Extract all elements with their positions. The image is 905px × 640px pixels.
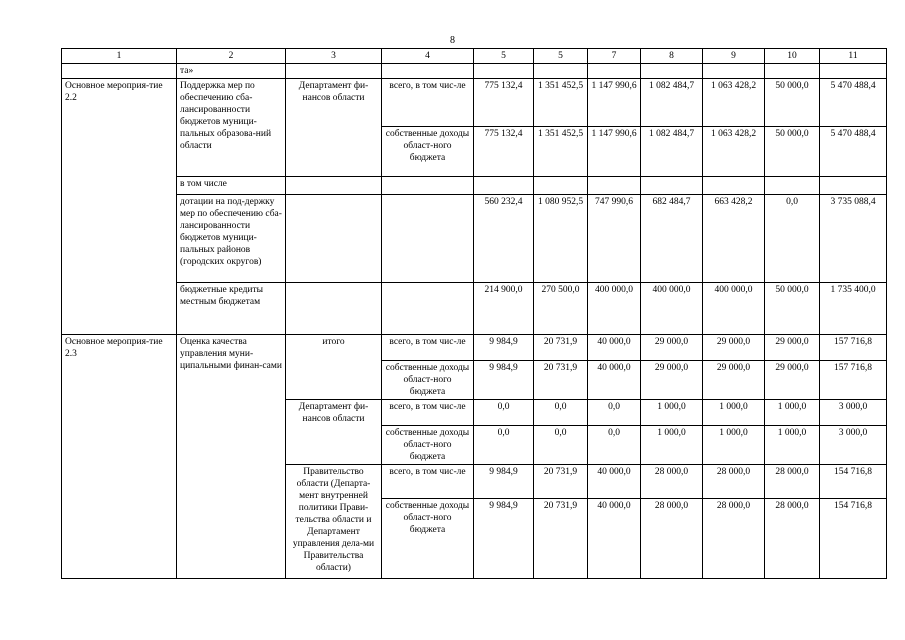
value-cell: 29 000,0 [703, 335, 765, 361]
value-cell: 29 000,0 [765, 335, 820, 361]
column-header: 5 [474, 49, 534, 64]
measure-description: Оценка качества управления муни-ципальными финан-сами [177, 335, 286, 579]
funding-source: собственные доходы област-ного бюджета [382, 127, 474, 177]
value-cell: 1 351 452,5 [534, 127, 588, 177]
responsible: Департамент фи-нансов области [286, 400, 382, 465]
value-cell: 9 984,9 [474, 465, 534, 499]
value-cell: 9 984,9 [474, 499, 534, 579]
value-cell: 20 731,9 [534, 465, 588, 499]
value-cell: 1 351 452,5 [534, 79, 588, 127]
value-cell: 157 716,8 [820, 361, 887, 400]
measure-description: Поддержка мер по обеспечению сба-лансированности бюджетов муници-пальных образова-ний области [177, 79, 286, 177]
value-cell: 1 000,0 [641, 400, 703, 426]
value-cell: 40 000,0 [588, 361, 641, 400]
value-cell: 50 000,0 [765, 79, 820, 127]
value-cell: 747 990,6 [588, 195, 641, 283]
table-row [62, 335, 887, 361]
budget-table [61, 48, 887, 579]
value-cell: 400 000,0 [641, 283, 703, 335]
value-cell: 775 132,4 [474, 127, 534, 177]
value-cell: 0,0 [588, 426, 641, 465]
value-cell: 1 000,0 [703, 426, 765, 465]
column-header: 8 [641, 49, 703, 64]
value-cell: 0,0 [474, 426, 534, 465]
measure-title: Основное мероприя-тие 2.2 [62, 79, 177, 335]
value-cell: 1 000,0 [641, 426, 703, 465]
value-cell: 29 000,0 [765, 361, 820, 400]
column-header: 11 [820, 49, 887, 64]
value-cell: 1 000,0 [765, 400, 820, 426]
table-row [62, 177, 887, 195]
value-cell: 3 000,0 [820, 400, 887, 426]
funding-source: всего, в том чис-ле [382, 335, 474, 361]
value-cell: 28 000,0 [641, 499, 703, 579]
value-cell: 0,0 [765, 195, 820, 283]
value-cell: 1 063 428,2 [703, 79, 765, 127]
value-cell: 0,0 [534, 426, 588, 465]
table-row [62, 79, 887, 127]
value-cell: 28 000,0 [703, 499, 765, 579]
table-row [62, 283, 887, 335]
value-cell: 28 000,0 [765, 499, 820, 579]
value-cell: 40 000,0 [588, 465, 641, 499]
column-header: 2 [177, 49, 286, 64]
column-header: 3 [286, 49, 382, 64]
value-cell: 1 000,0 [703, 400, 765, 426]
funding-source: всего, в том чис-ле [382, 400, 474, 426]
funding-source: собственные доходы област-ного бюджета [382, 361, 474, 400]
column-header: 5 [534, 49, 588, 64]
header-row [62, 49, 887, 64]
value-cell: 20 731,9 [534, 335, 588, 361]
value-cell: 400 000,0 [588, 283, 641, 335]
value-cell: 270 500,0 [534, 283, 588, 335]
value-cell: 154 716,8 [820, 465, 887, 499]
page-number: 8 [450, 35, 455, 46]
value-cell: 9 984,9 [474, 361, 534, 400]
cell-text: та» [177, 64, 286, 79]
value-cell: 1 063 428,2 [703, 127, 765, 177]
value-cell: 0,0 [588, 400, 641, 426]
value-cell: 20 731,9 [534, 499, 588, 579]
funding-source: всего, в том чис-ле [382, 79, 474, 127]
value-cell: 1 735 400,0 [820, 283, 887, 335]
value-cell: 50 000,0 [765, 283, 820, 335]
value-cell: 1 000,0 [765, 426, 820, 465]
column-header: 9 [703, 49, 765, 64]
value-cell: 28 000,0 [703, 465, 765, 499]
value-cell: 0,0 [474, 400, 534, 426]
value-cell: 50 000,0 [765, 127, 820, 177]
value-cell: 154 716,8 [820, 499, 887, 579]
value-cell: 9 984,9 [474, 335, 534, 361]
sub-item: бюджетные кредиты местным бюджетам [177, 283, 286, 335]
including-label: в том числе [177, 177, 286, 195]
sub-item: дотации на под-держку мер по обеспечению сба-лансированности бюджетов муници-пальных районов (городских округов) [177, 195, 286, 283]
value-cell: 1 082 484,7 [641, 127, 703, 177]
value-cell: 29 000,0 [703, 361, 765, 400]
value-cell: 560 232,4 [474, 195, 534, 283]
table-row [62, 64, 887, 79]
value-cell: 1 147 990,6 [588, 79, 641, 127]
value-cell: 1 080 952,5 [534, 195, 588, 283]
column-header: 7 [588, 49, 641, 64]
funding-source: всего, в том чис-ле [382, 465, 474, 499]
responsible: Правительство области (Департа-мент внутренней политики Прави-тельства области и Департамент управления дела-ми Правительства области) [286, 465, 382, 579]
funding-source: собственные доходы област-ного бюджета [382, 499, 474, 579]
value-cell: 663 428,2 [703, 195, 765, 283]
responsible: итого [286, 335, 382, 400]
value-cell: 1 147 990,6 [588, 127, 641, 177]
table-row [62, 195, 887, 283]
value-cell: 0,0 [534, 400, 588, 426]
value-cell: 3 000,0 [820, 426, 887, 465]
responsible: Департамент фи-нансов области [286, 79, 382, 177]
column-header: 4 [382, 49, 474, 64]
value-cell: 157 716,8 [820, 335, 887, 361]
value-cell: 5 470 488,4 [820, 127, 887, 177]
value-cell: 28 000,0 [765, 465, 820, 499]
column-header: 1 [62, 49, 177, 64]
measure-title: Основное мероприя-тие 2.3 [62, 335, 177, 579]
value-cell: 682 484,7 [641, 195, 703, 283]
funding-source: собственные доходы област-ного бюджета [382, 426, 474, 465]
value-cell: 29 000,0 [641, 335, 703, 361]
value-cell: 40 000,0 [588, 499, 641, 579]
value-cell: 400 000,0 [703, 283, 765, 335]
value-cell: 3 735 088,4 [820, 195, 887, 283]
value-cell: 1 082 484,7 [641, 79, 703, 127]
value-cell: 214 900,0 [474, 283, 534, 335]
value-cell: 40 000,0 [588, 335, 641, 361]
value-cell: 29 000,0 [641, 361, 703, 400]
value-cell: 20 731,9 [534, 361, 588, 400]
column-header: 10 [765, 49, 820, 64]
value-cell: 775 132,4 [474, 79, 534, 127]
value-cell: 5 470 488,4 [820, 79, 887, 127]
value-cell: 28 000,0 [641, 465, 703, 499]
